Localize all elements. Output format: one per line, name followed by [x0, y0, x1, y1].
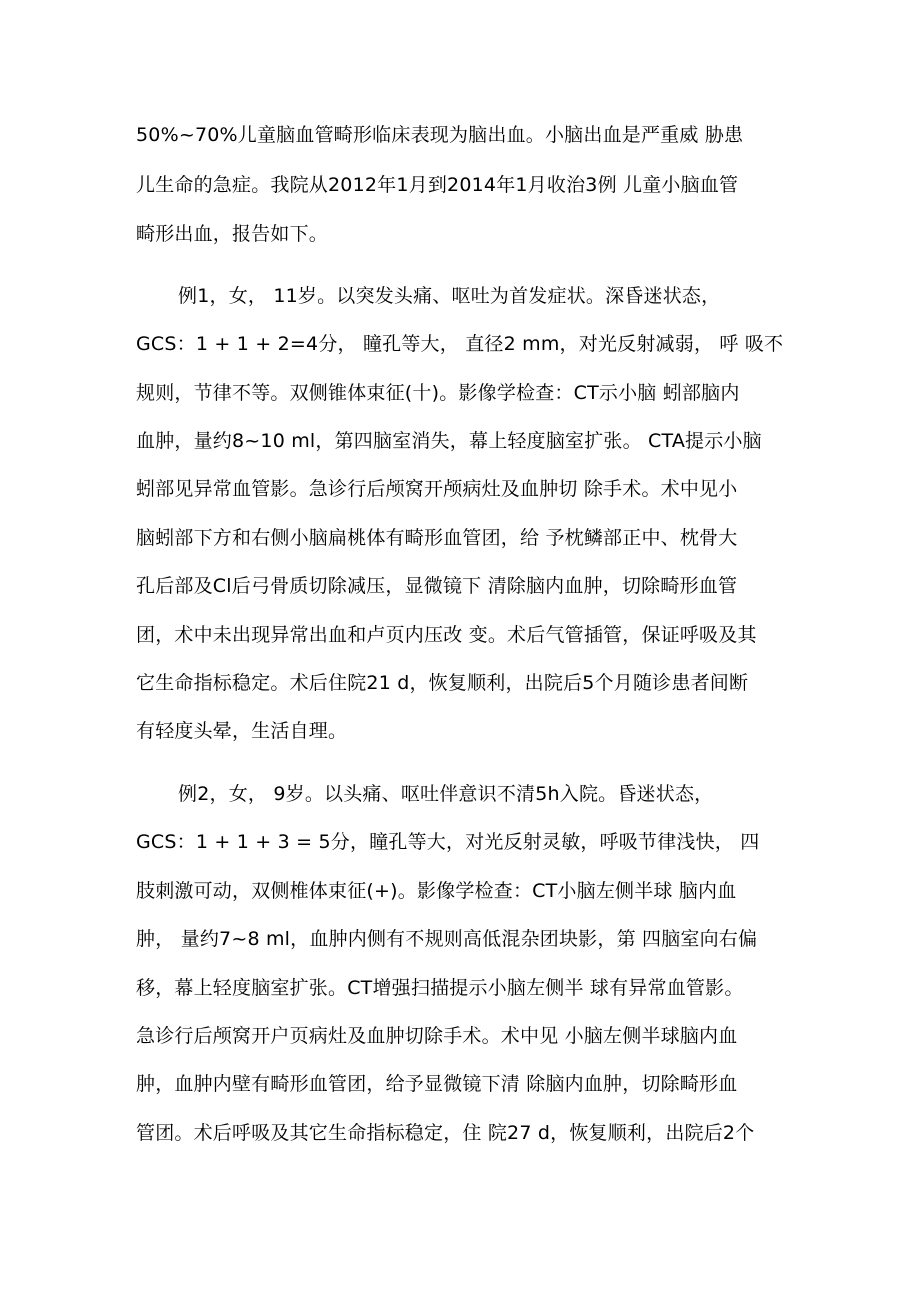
text-line: GCS：1 + 1 + 2=4分， 瞳孔等大， 直径2 mm，对光反射减弱， 呼 吸不	[136, 333, 784, 355]
text-line: 例2，女， 9岁。以头痛、呕吐伴意识不清5h入院。昏迷状态，	[178, 783, 714, 805]
text-line: 50%~70%儿童脑血管畸形临床表现为脑出血。小脑出血是严重威 胁患	[136, 124, 744, 146]
text-line: 肢刺激可动，双侧椎体束征(+)。影像学检查：CT小脑左侧半球 脑内血	[136, 880, 737, 902]
text-line: GCS：1 + 1 + 3 = 5分，瞳孔等大，对光反射灵敏，呼吸节律浅快， 四	[136, 831, 760, 853]
text-line: 急诊行后颅窝开户页病灶及血肿切除手术。术中见 小脑左侧半球脑内血	[136, 1025, 738, 1047]
text-line: 例1，女， 11岁。以突发头痛、呕吐为首发症状。深昏迷状态，	[178, 285, 721, 307]
text-line: 脑蚓部下方和右侧小脑扁桃体有畸形血管团，给 予枕鳞部正中、枕骨大	[136, 527, 738, 549]
text-line: 有轻度头晕，生活自理。	[136, 720, 348, 742]
text-line: 肿，血肿内壁有畸形血管团，给予显微镜下清 除脑内血肿，切除畸形血	[136, 1073, 738, 1095]
text-line: 儿生命的急症。我院从2012年1月到2014年1月收治3例 儿童小脑血管	[136, 174, 739, 196]
text-line: 规则，节律不等。双侧锥体束征(十)。影像学检查：CT示小脑 蚓部脑内	[136, 382, 740, 404]
text-line: 蚓部见异常血管影。急诊行后颅窝开颅病灶及血肿切 除手术。术中见小	[136, 478, 738, 500]
text-line: 管团。术后呼吸及其它生命指标稳定，住 院27 d，恢复顺利，出院后2个	[136, 1122, 755, 1144]
text-line: 它生命指标稳定。术后住院21 d，恢复顺利，出院后5个月随诊患者间断	[136, 672, 749, 694]
text-line: 团，术中未出现异常出血和卢页内压改 变。术后气管插管，保证呼吸及其	[136, 624, 757, 646]
text-line: 孔后部及Cl后弓骨质切除减压，显微镜下 清除脑内血肿，切除畸形血管	[136, 575, 738, 597]
text-line: 肿， 量约7~8 ml，血肿内侧有不规则高低混杂团块影，第 四脑室向右偏	[136, 928, 758, 950]
text-line: 畸形出血，报告如下。	[136, 223, 329, 245]
text-line: 血肿，量约8~10 ml，第四脑室消失，幕上轻度脑室扩张。 CTA提示小脑	[136, 430, 762, 452]
text-line: 移，幕上轻度脑室扩张。CT增强扫描提示小脑左侧半 球有异常血管影。	[136, 977, 744, 999]
